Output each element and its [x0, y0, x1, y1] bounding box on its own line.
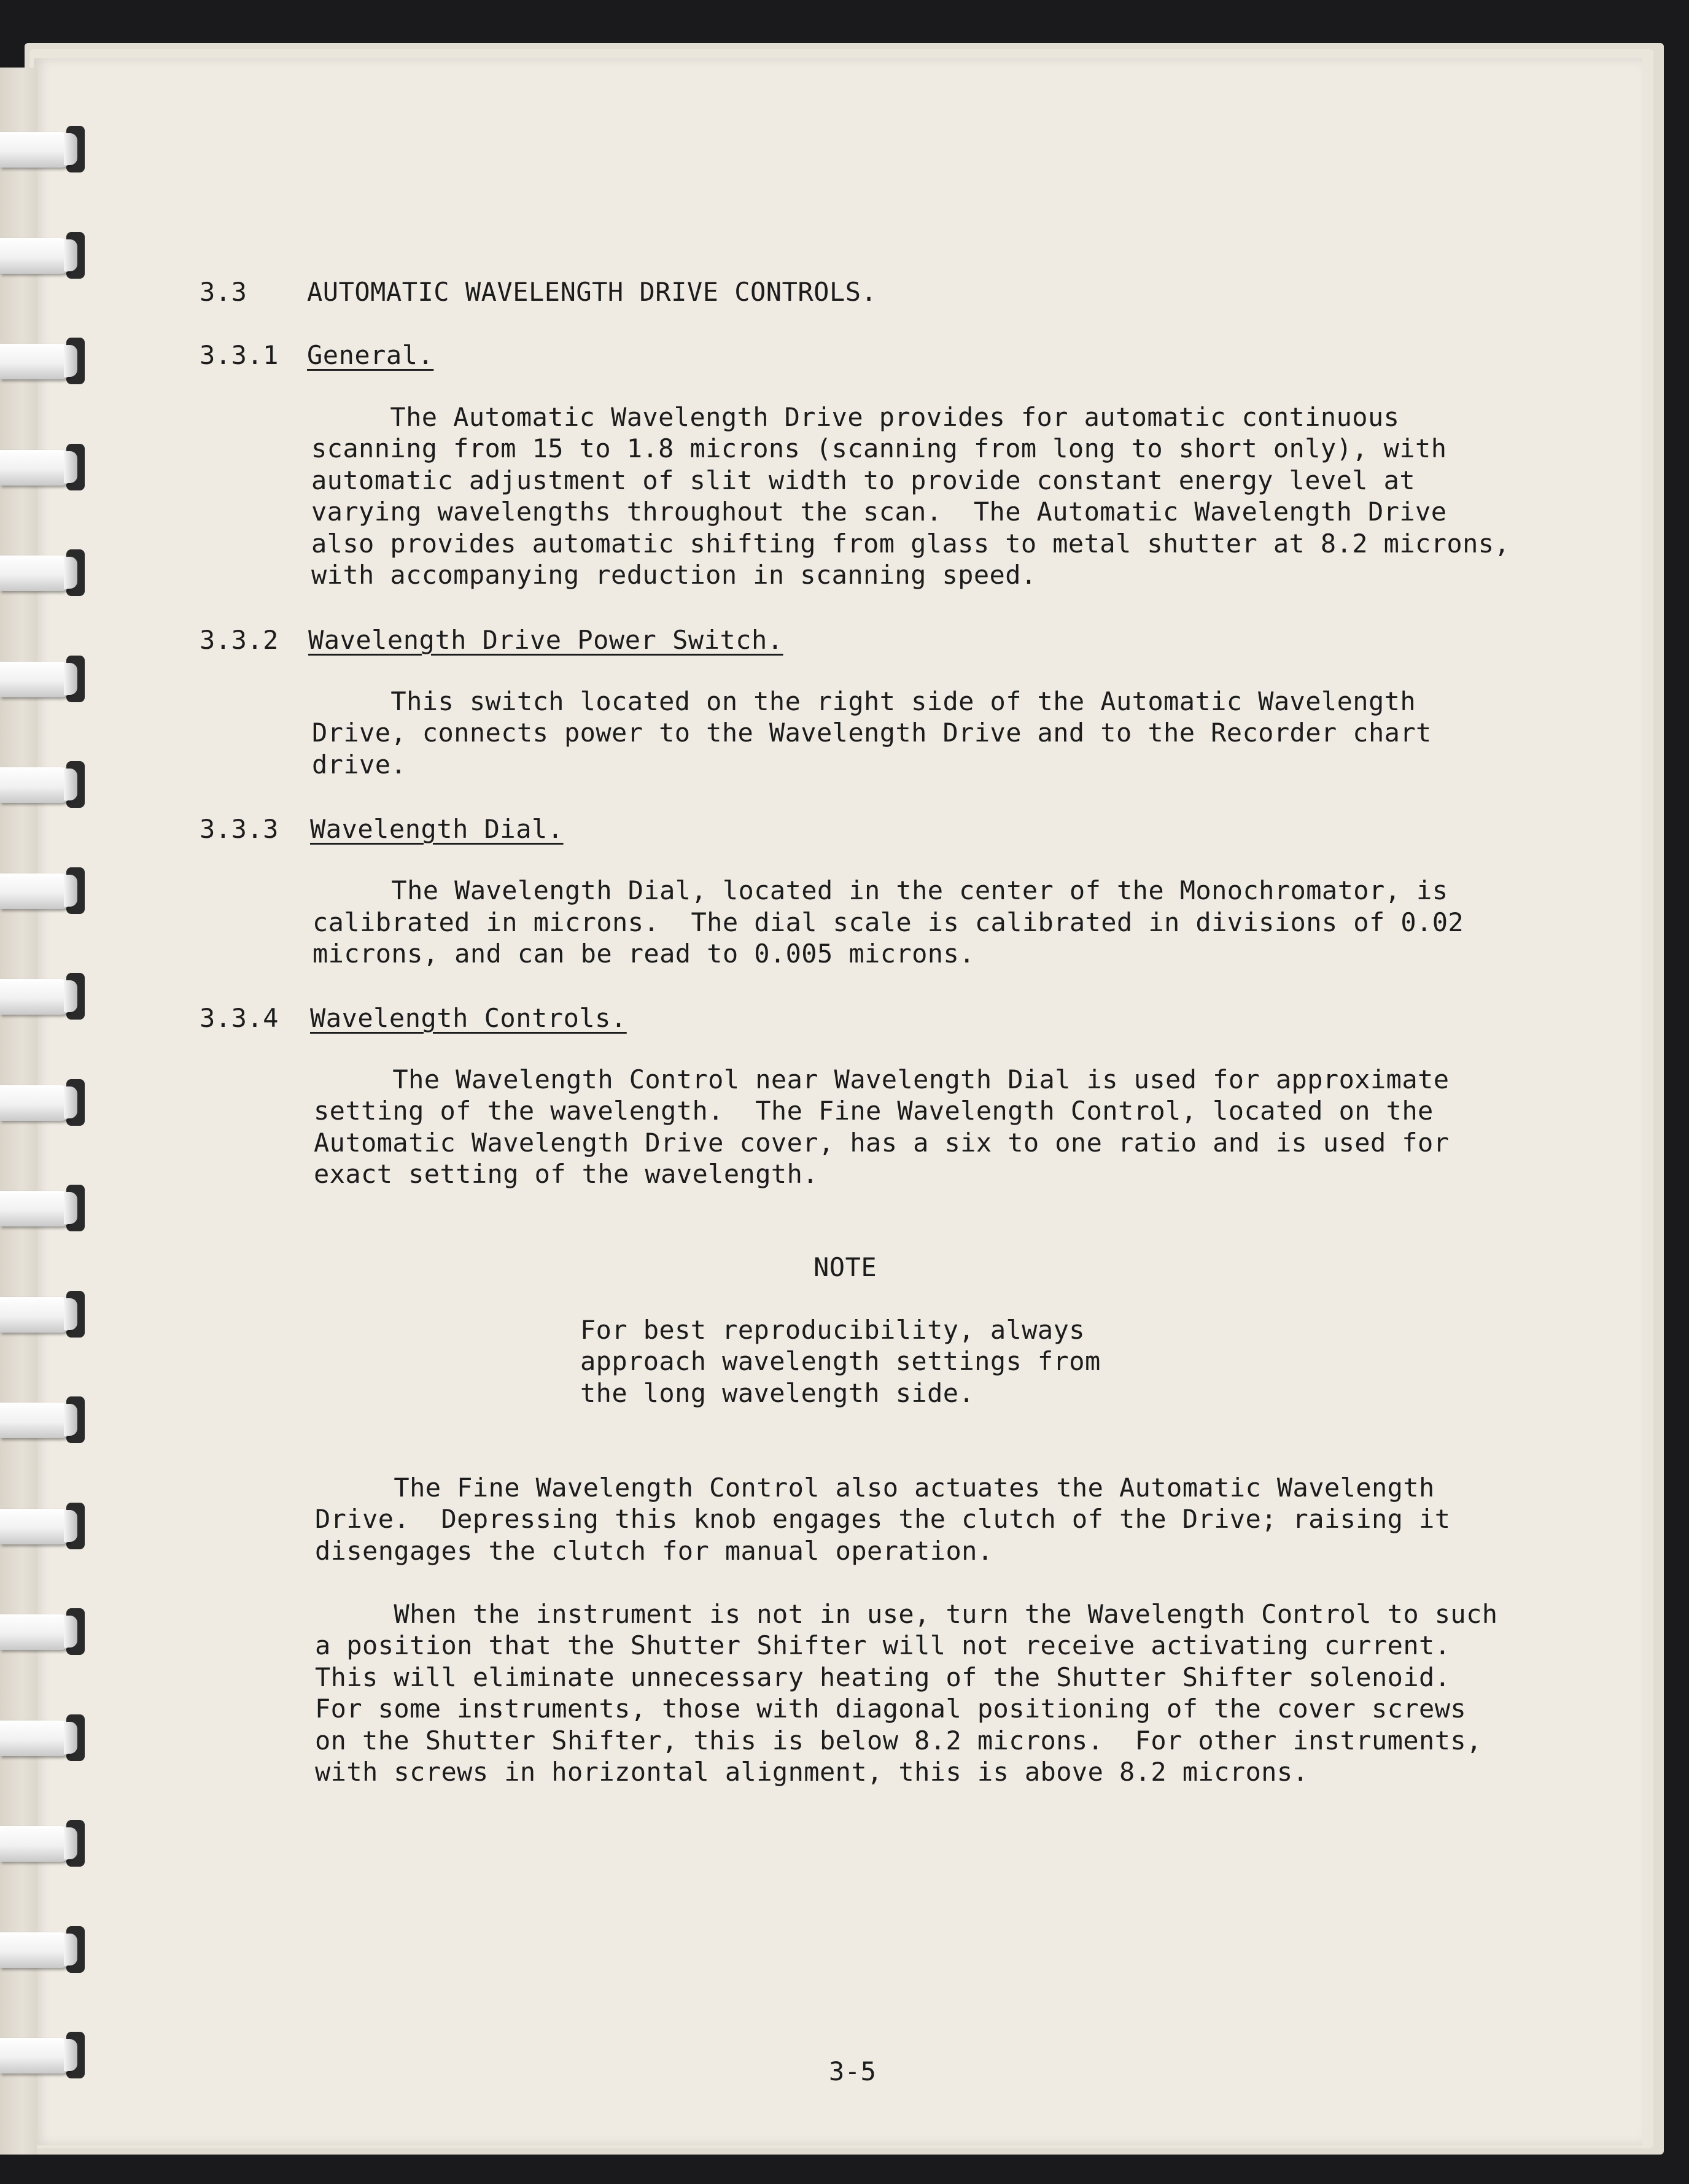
body-line: The Automatic Wavelength Drive provides for automatic continuous [311, 402, 1400, 432]
body-line: varying wavelengths throughout the scan. The Automatic Wavelength Drive [311, 497, 1447, 527]
body-line: The Fine Wavelength Control also actuates the Automatic Wavelength [315, 1473, 1435, 1503]
subsection-number: 3.3.1 [200, 340, 279, 370]
body-line: also provides automatic shifting from glass to metal shutter at 8.2 microns, [311, 529, 1510, 559]
subsection-title: Wavelength Controls. [310, 1003, 627, 1033]
subsection-title: Wavelength Dial. [310, 814, 564, 844]
subsection-title: General. [307, 340, 434, 370]
body-line: a position that the Shutter Shifter will not receive activating current. [315, 1630, 1451, 1660]
body-line: The Wavelength Control near Wavelength Dial is used for approximate [314, 1064, 1450, 1094]
page-number: 3-5 [829, 2056, 877, 2086]
note-line: approach wavelength settings from [580, 1346, 1101, 1376]
body-line: automatic adjustment of slit width to provide constant energy level at [311, 465, 1416, 495]
body-line: This will eliminate unnecessary heating of the Shutter Shifter solenoid. [315, 1662, 1451, 1692]
body-line: with screws in horizontal alignment, this is above 8.2 microns. [315, 1757, 1309, 1787]
note-line: the long wavelength side. [580, 1378, 975, 1408]
body-line: When the instrument is not in use, turn the Wavelength Control to such [315, 1599, 1498, 1629]
subsection-number: 3.3.4 [200, 1003, 279, 1033]
body-line: on the Shutter Shifter, this is below 8.2 microns. For other instruments, [315, 1725, 1482, 1756]
body-line: Drive. Depressing this knob engages the clutch of the Drive; raising it [315, 1504, 1451, 1534]
body-line: exact setting of the wavelength. [314, 1159, 818, 1189]
body-line: Drive, connects power to the Wavelength Drive and to the Recorder chart [312, 718, 1432, 748]
body-line: The Wavelength Dial, located in the center of the Monochromator, is [313, 875, 1448, 905]
body-line: with accompanying reduction in scanning speed. [311, 560, 1037, 590]
note-title: NOTE [813, 1252, 877, 1282]
body-line: For some instruments, those with diagonal positioning of the cover screws [315, 1694, 1467, 1724]
subsection-number: 3.3.3 [200, 814, 279, 844]
subsection-number: 3.3.2 [200, 625, 279, 655]
section-number: 3.3 [200, 277, 247, 307]
body-line: scanning from 15 to 1.8 microns (scanning from long to short only), with [311, 433, 1447, 463]
body-line: disengages the clutch for manual operation. [315, 1536, 993, 1566]
body-line: Automatic Wavelength Drive cover, has a six to one ratio and is used for [314, 1128, 1450, 1158]
body-line: drive. [312, 749, 407, 780]
body-line: calibrated in microns. The dial scale is calibrated in divisions of 0.02 [313, 907, 1464, 937]
note-line: For best reproducibility, always [580, 1315, 1085, 1345]
section-title: AUTOMATIC WAVELENGTH DRIVE CONTROLS. [307, 277, 877, 307]
body-line: microns, and can be read to 0.005 microns. [313, 939, 975, 969]
body-line: This switch located on the right side of the Automatic Wavelength [312, 686, 1416, 716]
subsection-title: Wavelength Drive Power Switch. [308, 625, 783, 655]
body-line: setting of the wavelength. The Fine Wavelength Control, located on the [314, 1096, 1434, 1126]
